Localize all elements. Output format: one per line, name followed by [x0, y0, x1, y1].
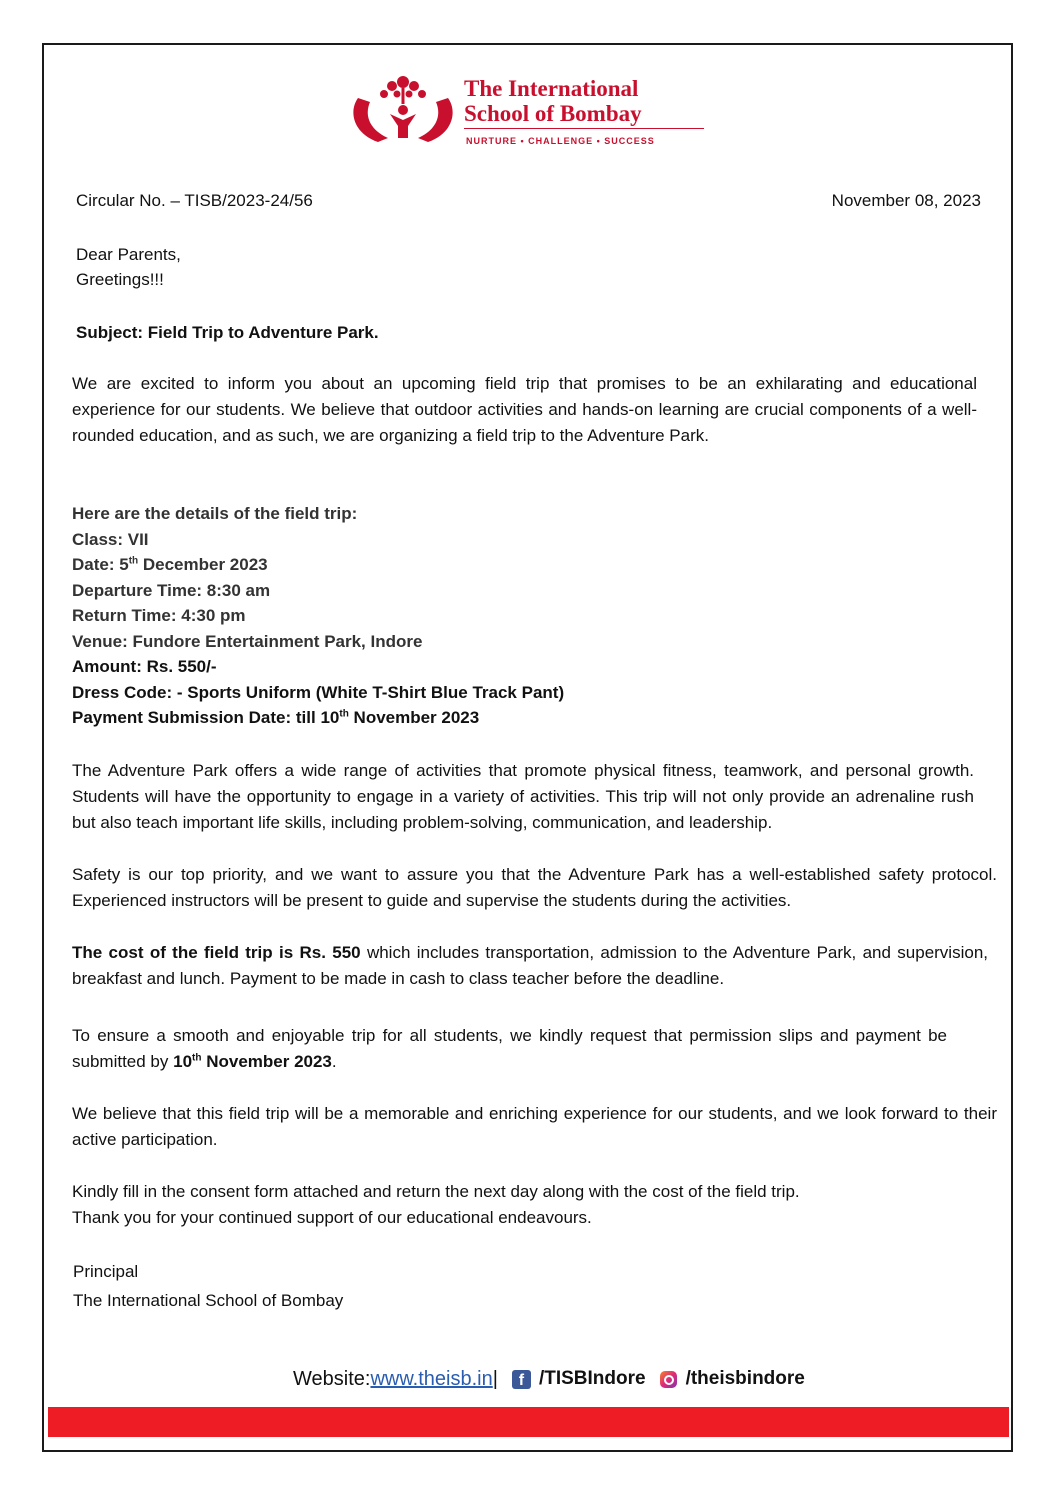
website-label: Website: — [293, 1368, 371, 1390]
salutation: Dear Parents, — [76, 245, 181, 264]
details-dress-code: Dress Code: - Sports Uniform (White T-Shirt Blue Track Pant) — [72, 682, 565, 702]
footer-separator: | — [492, 1368, 498, 1390]
logo-divider — [464, 128, 704, 129]
details-payment-date: Payment Submission Date: till 10th November 2023 — [72, 708, 480, 727]
facebook-icon[interactable]: f — [512, 1370, 531, 1389]
signature-title: Principal — [73, 1262, 139, 1281]
details-date: Date: 5th December 2023 — [72, 555, 268, 574]
details-class: Class: VII — [72, 529, 149, 549]
details-venue: Venue: Fundore Entertainment Park, Indore — [72, 631, 423, 651]
website-link[interactable]: www.theisb.in — [370, 1368, 493, 1390]
safety-paragraph: Safety is our top priority, and we want to assure you that the Adventure Park has a well-established safety protocol. Experienced instructors will be present to guide and supervise the students during the activities. — [72, 865, 997, 910]
details-heading: Here are the details of the field trip: — [72, 504, 358, 523]
school-name-line2: School of Bombay — [464, 101, 642, 126]
closing-paragraph: We believe that this field trip will be a memorable and enriching experience for our students, and we look forward to their active participation. — [72, 1104, 997, 1149]
deadline-paragraph: To ensure a smooth and enjoyable trip for all students, we kindly request that permission slips and payment be submitted by 10th November 2023. — [72, 1026, 947, 1071]
circular-date: November 08, 2023 — [831, 191, 981, 210]
cost-paragraph: The cost of the field trip is Rs. 550 which includes transportation, admission to the Adventure Park, and supervision, breakfast and lunch. Payment to be made in cash to class teacher before the deadline. — [72, 943, 988, 988]
details-departure: Departure Time: 8:30 am — [72, 580, 271, 600]
instagram-icon[interactable] — [660, 1371, 677, 1388]
school-logo — [348, 72, 718, 152]
logo-emblem-icon — [348, 72, 458, 148]
signature-org: The International School of Bombay — [73, 1291, 344, 1310]
trip-details — [72, 501, 564, 731]
consent-line: Kindly fill in the consent form attached and return the next day along with the cost of the field trip. — [72, 1182, 800, 1201]
facebook-handle[interactable]: /TISBIndore — [538, 1368, 646, 1389]
subject-line: Subject: Field Trip to Adventure Park. — [76, 323, 379, 342]
circular-number: Circular No. – TISB/2023-24/56 — [76, 191, 313, 210]
intro-paragraph: We are excited to inform you about an upcoming field trip that promises to be an exhilarating and educational experience for our students. We believe that outdoor activities and hands-on learning are crucial components of a well-rounded education, and as such, we are organizing a field trip to the Adventure Park. — [72, 374, 977, 445]
details-return: Return Time: 4:30 pm — [72, 606, 246, 625]
thanks-line: Thank you for your continued support of our educational endeavours. — [72, 1208, 592, 1227]
school-tagline: NURTURE • CHALLENGE • SUCCESS — [466, 136, 655, 146]
page-border — [42, 43, 1013, 1452]
footer-red-bar — [48, 1407, 1009, 1437]
activities-paragraph: The Adventure Park offers a wide range of activities that promote physical fitness, teamwork, and personal growth. Students will have the opportunity to engage in a variety of activities. This trip will not only provide an adrenaline rush but also teach important life skills, including problem-solving, communication, and leadership. — [72, 761, 974, 832]
school-name-line1: The International — [464, 76, 639, 101]
instagram-handle[interactable]: /theisbindore — [685, 1368, 805, 1389]
greeting: Greetings!!! — [76, 270, 164, 289]
details-amount: Amount: Rs. 550/- — [72, 657, 217, 676]
footer-contact — [293, 1364, 805, 1394]
